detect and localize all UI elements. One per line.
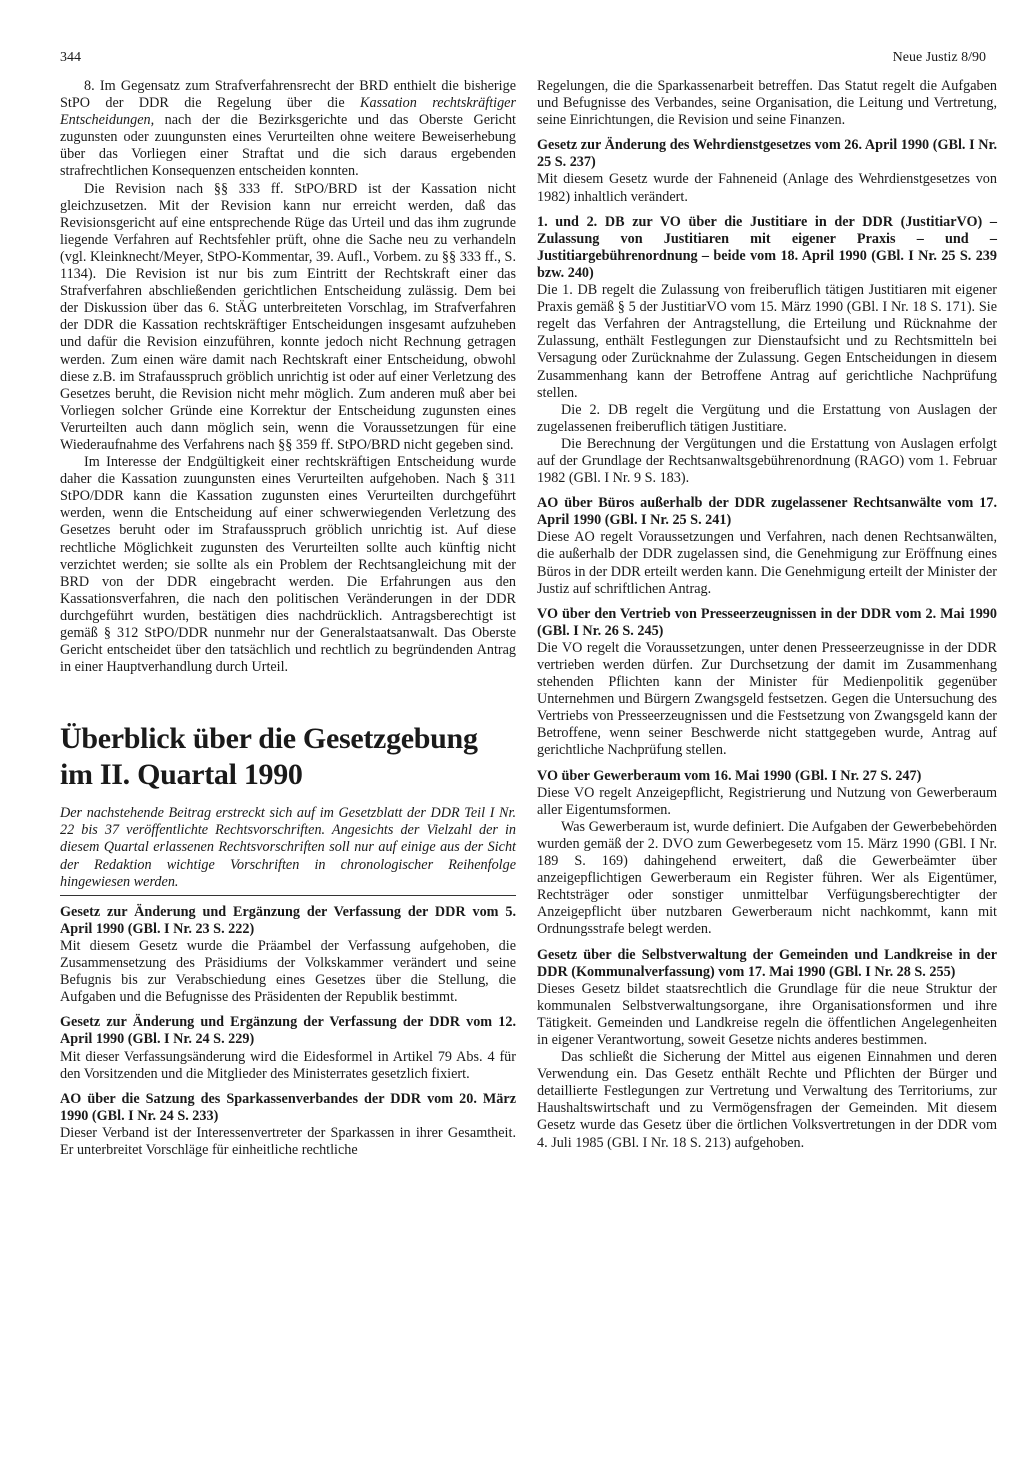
- article-intro: Der nachstehende Beitrag erstreckt sich auf im Gesetzblatt der DDR Teil I Nr. 22 bis 37 veröffentlichte Rechtsvorschriften. Angesichts der Vielzahl der in diesem Quartal erlassenen Rechtsvorschriften soll nur auf einige aus der Sicht der Redaktion wichtige Vorschriften in chronologischer Reihenfolge hingewiesen werden.: [60, 805, 516, 890]
- section-verfassung-12-april: [60, 1014, 516, 1082]
- section-text: Dieser Verband ist der Interessenvertreter der Sparkassen in ihrer Gesamtheit. Er unterbreitet Vorschläge für einheitliche rechtliche: [60, 1124, 516, 1158]
- section-heading: Gesetz zur Änderung und Ergänzung der Verfassung der DDR vom 5. April 1990 (GBl. I Nr. 23 S. 222): [60, 903, 516, 937]
- section-heading: Gesetz zur Änderung des Wehrdienstgesetzes vom 26. April 1990 (GBl. I Nr. 25 S. 237): [537, 137, 997, 171]
- section-text: Diese AO regelt Voraussetzungen und Verfahren, nach denen Rechtsanwälten, die außerhalb der DDR zugelassen sind, die Genehmigung zur Eröffnung eines Büros in der DDR erteilt werden kann. Die Genehmigung erteilt der Minister der Justiz auf schriftlichen Antrag.: [537, 529, 997, 597]
- section-verfassung-5-april: [60, 904, 516, 1007]
- section-kommunalverfassung: [537, 947, 997, 1152]
- paragraph-continuation: Regelungen, die die Sparkassenarbeit betreffen. Das Statut regelt die Aufgaben und Befugnisse des Verbandes, seine Organisation, die Leitung und Vertretung, seine Einrichtungen, die Revision und seine Finanzen.: [537, 78, 997, 129]
- section-presseerzeugnisse: [537, 606, 997, 760]
- section-heading: 1. und 2. DB zur VO über die Justitiare in der DDR (JustitiarVO) – Zulassung von Justitiaren mit eigener Praxis – und – Justitiargebührenordnung – beide vom 18. April 1990 (GBl. I Nr. 25 S. 239 bzw. 240): [537, 213, 997, 281]
- section-heading: AO über die Satzung des Sparkassenverbandes der DDR vom 20. März 1990 (GBl. I Nr. 24 S. 233): [60, 1090, 516, 1124]
- section-gewerberaum: [537, 768, 997, 939]
- article-title: Überblick über die Gesetzgebung im II. Quartal 1990: [60, 722, 478, 792]
- section-text: Die Berechnung der Vergütungen und die Erstattung von Auslagen erfolgt auf der Grundlage der Rechtsanwaltsgebührenordnung (RAGO) vom 1. Februar 1982 (GBl. I Nr. 9 S. 183).: [537, 435, 997, 487]
- section-wehrdienstgesetz: [537, 137, 997, 205]
- section-justitiare: [537, 214, 997, 488]
- section-text: Was Gewerberaum ist, wurde definiert. Die Aufgaben der Gewerbebehörden wurden gemäß der 2. DVO zum Gewerbegesetz vom 15. März 1990 (GBl. I Nr. 189 S. 169) dahingehend erweitert, daß die Gewerbeämter über anzeigepflichtigen Gewerberaum ein Register führen. Wer als Eigentümer, Rechtsträger oder sonstiger unmittelbar Verfügungsberechtigter der Anzeigepflicht über nutzbaren Gewerberaum nicht nachkommt, kann mit Ordnungsstrafe belegt werden.: [537, 818, 997, 938]
- section-heading: Gesetz über die Selbstverwaltung der Gemeinden und Landkreise in der DDR (Kommunalverfassung) vom 17. Mai 1990 (GBl. I Nr. 28 S. 255): [537, 946, 997, 980]
- section-sparkassenverband: [60, 1091, 516, 1159]
- text-run: 8. Im Gegensatz zum Strafverfahrensrecht der BRD enthielt die bisherige StPO der DDR die Regelung über die: [60, 78, 516, 112]
- section-text: Die 1. DB regelt die Zulassung von freiberuflich tätigen Justitiaren mit eigener Praxis gemäß § 5 der JustitiarVO vom 15. März 1990 (GBl. I Nr. 18 S. 171). Sie regelt das Verfahren der Antragstellung, die Erteilung und Rücknahme der Zulassung, enthält Festlegungen zur Dienstaufsicht und zu Rechtsmitteln bei Versagung oder Zurücknahme der Zulassung. Gegen Entscheidungen in diesem Zusammenhang kann der Betroffene Antrag auf gerichtliche Nachprüfung stellen.: [537, 282, 997, 401]
- text-run: nach der die Bezirksgerichte und das Oberste Gericht zugunsten oder zuungunsten eines Verurteilten ohne weitere Beweiserhebung über das Vorliegen einer Straftat und die sich daraus ergebenden strafrechtlichen Konsequenzen entscheiden konnten.: [60, 112, 516, 180]
- section-heading: Gesetz zur Änderung und Ergänzung der Verfassung der DDR vom 12. April 1990 (GBl. I Nr. 24 S. 229): [60, 1014, 516, 1048]
- paragraph-interesse: Im Interesse der Endgültigkeit einer rechtskräftigen Entscheidung wurde daher die Kassation zuungunsten eines Verurteilten aufgehoben. Nach § 311 StPO/DDR kann die Kassation zugunsten eines Verurteilten durchgeführt werden, wenn die Entscheidung auf einer schwerwiegenden Verletzung des Gesetzes beruht oder im Strafausspruch gröblich unrichtig ist. Auf diese rechtliche Möglichkeit zugunsten des Verurteilten sollte auch künftig nicht verzichtet werden; sie sollte als ein Problem der Rechtsangleichung mit der BRD von der DDR eingebracht werden. Die Erfahrungen aus den Kassationsverfahren, die nach den politischen Veränderungen in der DDR durchgeführt wurden, bestätigen dies nachdrücklich. Antragsberechtigt ist gemäß § 312 StPO/DDR nunmehr nur der Generalstaatsanwalt. Das Oberste Gericht entscheidet über den tatsächlich und rechtlich zu begründenden Antrag in einer Hauptverhandlung durch Urteil.: [60, 454, 516, 676]
- section-text: Die VO regelt die Voraussetzungen, unter denen Presseerzeugnisse in der DDR vertrieben werden dürfen. Zur Durchsetzung der damit im Zusammenhang stehenden Pflichten kann der Minister für Medienpolitik gegenüber Unternehmen und Bürgern Zwangsgeld festsetzen. Gegen die Untersuchung des Vertriebs von Presseerzeugnissen und die Festsetzung von Zwangsgeld kann der Betroffene, wenn seiner Beschwerde nicht stattgegeben wurde, Antrag auf gerichtliche Nachprüfung stellen.: [537, 639, 997, 759]
- section-text: Diese VO regelt Anzeigepflicht, Registrierung und Nutzung von Gewerberaum aller Eigentumsformen.: [537, 784, 997, 818]
- section-text: Mit diesem Gesetz wurde der Fahneneid (Anlage des Wehrdienstgesetzes von 1982) inhaltlich verändert.: [537, 171, 997, 205]
- page-header: [60, 50, 986, 74]
- paragraph-revision: Die Revision nach §§ 333 ff. StPO/BRD ist der Kassation nicht gleichzusetzen. Mit der Revision kann nur erreicht werden, daß das Revisionsgericht auf eine entsprechende Rüge das Urteil und das ihm zugrunde liegende Verfahren auf Rechtsfehler prüft, ohne die Sache neu zu verhandeln (vgl. Kleinknecht/Meyer, StPO-Kommentar, 39. Aufl., Vorbem. zu §§ 333 ff., S. 1134). Die Revision ist nur bis zum Eintritt der Rechtskraft einer das Strafverfahren abschließenden gerichtlichen Entscheidung zulässig. Dem bei der Diskussion über das 6. StÄG unterbreiteten Vorschlag, im Strafverfahren der DDR die Kassation rechtskräftiger Entscheidungen insgesamt aufzuheben und dafür die Revision einzuführen, konnte jedoch nicht Rechnung getragen werden. Zum einen wäre damit nach Rechtskraft einer Entscheidung, obwohl diese z.B. im Strafausspruch gröblich unrichtig ist oder auf einer Verletzung des Gesetzes beruht, die Revision nicht mehr möglich. Zum anderen muß aber bei Vorliegen solcher Gründe eine Korrektur der Entscheidung zugunsten eines Verurteilten auch dann möglich sein, wenn die Voraussetzungen für eine Wiederaufnahme des Verfahrens nach §§ 359 ff. StPO/BRD nicht gegeben sind.: [60, 180, 516, 453]
- section-heading: VO über den Vertrieb von Presseerzeugnissen in der DDR vom 2. Mai 1990 (GBl. I Nr. 26 S. 245): [537, 605, 997, 639]
- section-text: Dieses Gesetz bildet staatsrechtlich die Grundlage für die neue Struktur der kommunalen Selbstverwaltungsorgane, ihre Organisationsformen und ihre Tätigkeit. Gemeinden und Landkreise regeln die öffentlichen Angelegenheiten in eigener Verantwortung, soweit Gesetze nichts anderes bestimmen.: [537, 980, 997, 1048]
- section-heading: VO über Gewerberaum vom 16. Mai 1990 (GBl. I Nr. 27 S. 247): [537, 767, 922, 784]
- section-text: Das schließt die Sicherung der Mittel aus eigenen Einnahmen und deren Verwendung ein. Das Gesetz enthält Rechte und Pflichten der Bürger und detaillierte Festlegungen zur Vertretung und Verwaltung des Territoriums, zur Haushaltswirtschaft und zu Vermögensfragen der Gemeinden. Mit diesem Gesetz wurde das Gesetz über die örtlichen Volksvertretungen in der DDR vom 4. Juli 1985 (GBl. I Nr. 18 S. 213) aufgehoben.: [537, 1049, 997, 1151]
- right-column: [537, 78, 997, 1152]
- section-bueros-rechtsanwaelte: [537, 495, 997, 598]
- intro-divider: [60, 895, 516, 896]
- emphasis-text: Kassation rechtskräftiger Entscheidungen,: [60, 95, 516, 129]
- section-heading: AO über Büros außerhalb der DDR zugelassener Rechtsanwälte vom 17. April 1990 (GBl. I Nr. 25 S. 241): [537, 495, 997, 529]
- section-text: Die 2. DB regelt die Vergütung und die Erstattung von Auslagen der zugelassenen freiberuflich tätigen Justitiare.: [537, 401, 997, 435]
- section-text: Mit diesem Gesetz wurde die Präambel der Verfassung aufgehoben, die Zusammensetzung des Präsidiums der Volkskammer verändert und seine Befugnis bis zur Verabschiedung eines Gesetzes über die Stellung, die Aufgaben und die Befugnisse des Präsidenten der Republik bestimmt.: [60, 937, 516, 1006]
- paragraph-kassation: [60, 78, 516, 181]
- journal-issue: Neue Justiz 8/90: [892, 50, 986, 65]
- section-text: Mit dieser Verfassungsänderung wird die Eidesformel in Artikel 79 Abs. 4 für den Vorsitzenden und die Mitglieder des Ministerrates gesetzlich fixiert.: [60, 1048, 516, 1082]
- page-number: 344: [60, 50, 81, 65]
- left-column: [60, 78, 516, 1159]
